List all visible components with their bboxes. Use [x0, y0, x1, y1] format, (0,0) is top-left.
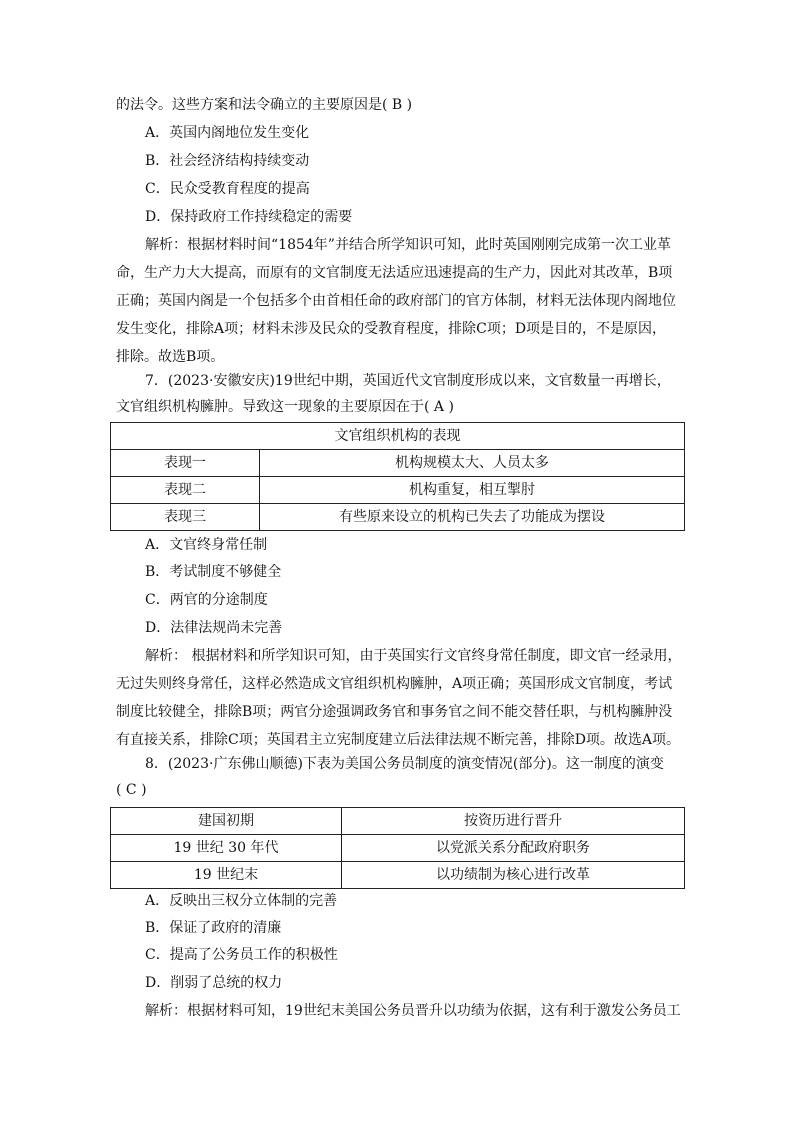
table-cell: 有些原来设立的机构已失去了功能成为摆设	[260, 504, 685, 531]
q6-option-c: C．民众受教育程度的提高	[145, 181, 310, 197]
q7-analysis-line-3: 制度比较健全，排除B项；两官分途强调政务官和事务官之间不能交替任职，与机构臃肿没	[116, 704, 673, 720]
table-cell: 表现三	[111, 504, 260, 531]
q6-analysis-line-2: 命，生产力大大提高，而原有的文官制度无法适应迅速提高的生产力，因此对其改革，B项	[116, 265, 673, 281]
table-row	[111, 450, 685, 477]
q7-stem-line-1: 7．(2023·安徽安庆)19世纪中期，英国近代文官制度形成以来，文官数量一再增长，	[145, 373, 671, 389]
table-cell: 按资历进行晋升	[342, 808, 685, 835]
table-cell: 建国初期	[111, 808, 342, 835]
table-row	[111, 808, 685, 835]
q7-table	[110, 422, 685, 531]
q6-option-d: D．保持政府工作持续稳定的需要	[145, 209, 353, 225]
table-row	[111, 835, 685, 862]
table-row	[111, 423, 685, 450]
q8-analysis-line-1: 解析：根据材料可知，19世纪末美国公务员晋升以功绩为依据，这有利于激发公务员工	[145, 1003, 681, 1019]
table-cell: 机构规模太大、人员太多	[260, 450, 685, 477]
q7-analysis-line-2: 无过失则终身常任，这样必然造成文官组织机构臃肿，A项正确；英国形成文官制度，考试	[116, 676, 673, 692]
q8-option-d: D．削弱了总统的权力	[145, 975, 283, 991]
table-cell: 以党派关系分配政府职务	[342, 835, 685, 862]
q6-analysis-line-5: 排除。故选B项。	[116, 349, 225, 365]
q6-option-a: A．英国内阁地位发生变化	[145, 125, 310, 141]
q8-table	[110, 807, 685, 889]
q7-analysis-line-1: 解析： 根据材料和所学知识可知，由于英国实行文官终身常任制度，即文官一经录用，	[145, 648, 682, 664]
q8-option-c: C．提高了公务员工作的积极性	[145, 947, 338, 963]
table-cell: 19 世纪 30 年代	[111, 835, 342, 862]
q7-table-title: 文官组织机构的表现	[111, 423, 685, 450]
q8-option-b: B．保证了政府的清廉	[145, 920, 282, 936]
table-cell: 表现二	[111, 477, 260, 504]
table-row	[111, 862, 685, 889]
table-row	[111, 504, 685, 531]
table-cell: 表现一	[111, 450, 260, 477]
q7-option-c: C．两官的分途制度	[145, 592, 268, 608]
q6-stem-end: 的法令。这些方案和法令确立的主要原因是( B )	[116, 97, 413, 113]
q8-option-a: A．反映出三权分立体制的完善	[145, 893, 338, 909]
q8-stem-line-1: 8．(2023·广东佛山顺德)下表为美国公务员制度的演变情况(部分)。这一制度的演变	[145, 756, 664, 772]
q7-analysis-line-4: 有直接关系，排除C项；英国君主立宪制度建立后法律法规不断完善，排除D项。故选A项。	[116, 732, 681, 748]
q6-analysis-line-3: 正确；英国内阁是一个包括多个由首相任命的政府部门的官方体制，材料无法体现内阁地位	[116, 293, 676, 309]
q7-option-d: D．法律法规尚未完善	[145, 620, 283, 636]
table-cell: 机构重复，相互掣肘	[260, 477, 685, 504]
table-cell: 19 世纪末	[111, 862, 342, 889]
q6-analysis-line-1: 解析：根据材料时间“1854年”并结合所学知识可知，此时英国刚刚完成第一次工业革	[145, 237, 671, 253]
table-row	[111, 477, 685, 504]
q6-option-b: B．社会经济结构持续变动	[145, 153, 310, 169]
q7-option-a: A．文官终身常任制	[145, 537, 268, 553]
q7-option-b: B．考试制度不够健全	[145, 564, 282, 580]
q7-stem-line-2: 文官组织机构臃肿。导致这一现象的主要原因在于( A )	[116, 399, 454, 415]
q6-analysis-line-4: 发生变化，排除A项；材料未涉及民众的受教育程度，排除C项；D项是目的，不是原因，	[116, 321, 667, 337]
table-cell: 以功绩制为核心进行改革	[342, 862, 685, 889]
q8-stem-line-2: ( C )	[116, 782, 147, 798]
